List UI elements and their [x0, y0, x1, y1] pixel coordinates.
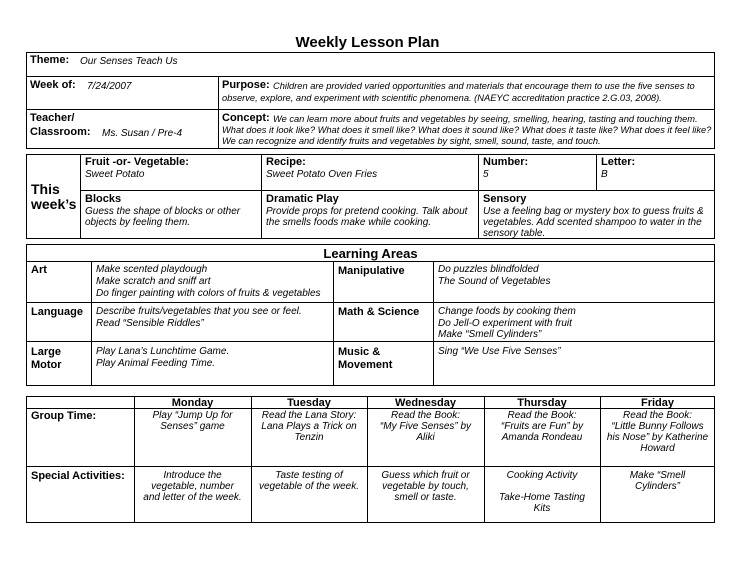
cell-line: Howard — [640, 443, 675, 454]
cell-line: Play “Jump Up for — [152, 410, 233, 421]
special-activities-label: Special Activities: — [31, 470, 125, 482]
cell-line: and letter of the week. — [143, 492, 242, 503]
sensory-text: Use a feeling bag or mystery box to guess fruits & — [483, 206, 704, 217]
day-header-tuesday: Tuesday — [287, 397, 331, 409]
recipe-label: Recipe: — [266, 156, 306, 168]
letter-label: Letter: — [601, 156, 636, 168]
cell-line: “Fruits are Fun” by — [500, 421, 584, 432]
cell-line: Senses” game — [160, 421, 225, 432]
dramatic-play-text: the smells foods make while cooking. — [266, 217, 432, 228]
theme-label: Theme: — [30, 54, 70, 66]
cell-line: Taste testing of — [275, 470, 343, 481]
sensory-label: Sensory — [483, 193, 527, 205]
cell-line: Aliki — [416, 432, 435, 443]
music-movement-label: Movement — [338, 359, 393, 371]
dramatic-play-label: Dramatic Play — [266, 193, 339, 205]
concept-line: We can recognize and identify fruits and vegetables by sight, smell, sound, taste, and touch. — [222, 136, 601, 146]
cell-line: Cylinders” — [634, 481, 680, 492]
page-title: Weekly Lesson Plan — [295, 34, 440, 51]
teacher-label: Teacher/ — [30, 112, 75, 124]
cell-line: his Nose” by Katherine — [606, 432, 709, 443]
number-label: Number: — [483, 156, 529, 168]
group-monday — [134, 410, 251, 432]
dramatic-play-text: Provide props for pretend cooking. Talk about — [266, 206, 468, 217]
cell-line: Read the Book: — [507, 410, 577, 421]
language-label: Language — [31, 306, 83, 318]
cell-line: vegetable by touch, — [382, 481, 469, 492]
cell-line: Guess which fruit or — [381, 470, 470, 481]
this-week-label: This — [31, 181, 60, 197]
cell-line: Introduce the — [163, 470, 222, 481]
cell-line: Kits — [533, 503, 551, 514]
special-wednesday — [367, 470, 484, 503]
letter-value: B — [601, 169, 608, 180]
week-label: Week of: — [30, 79, 76, 91]
art-text: Make scented playdough — [96, 264, 208, 275]
concept-line: What does it look like? What does it smell like? What does it sound like? What does it taste like? What does it feel like? — [222, 125, 712, 135]
number-value: 5 — [483, 169, 489, 180]
language-text: Describe fruits/vegetables that you see or feel. — [96, 306, 302, 317]
cell-line: “My Five Senses” by — [379, 421, 472, 432]
group-thursday — [484, 410, 600, 443]
day-header-monday: Monday — [171, 397, 214, 409]
group-wednesday — [367, 410, 484, 443]
purpose-line: Children are provided varied opportunities and materials that encourage them to use the five senses to — [273, 81, 695, 91]
this-week-label: week’s — [31, 196, 77, 212]
special-tuesday — [251, 470, 367, 492]
group-friday — [600, 410, 715, 454]
math-science-text: Change foods by cooking them — [438, 306, 576, 317]
cell-line: “Little Bunny Follows — [611, 421, 704, 432]
week-value: 7/24/2007 — [87, 81, 132, 92]
cell-line: Tenzin — [294, 432, 324, 443]
day-header-wednesday: Wednesday — [395, 397, 456, 409]
cell-line: Make “Smell — [629, 470, 686, 481]
special-monday — [134, 470, 251, 503]
math-science-label: Math & Science — [338, 306, 420, 318]
group-time-label: Group Time: — [31, 410, 97, 422]
recipe-value: Sweet Potato Oven Fries — [266, 169, 378, 180]
cell-line: smell or taste. — [394, 492, 457, 503]
large-motor-text: Play Lana’s Lunchtime Game. — [96, 346, 230, 357]
cell-line: Amanda Rondeau — [501, 432, 583, 443]
special-thursday — [484, 470, 600, 514]
cell-line: vegetable of the week. — [258, 481, 360, 492]
blocks-text: Guess the shape of blocks or other — [85, 206, 241, 217]
large-motor-text: Play Animal Feeding Time. — [96, 358, 216, 369]
learning-areas-heading: Learning Areas — [323, 246, 418, 261]
cell-line: Read the Book: — [391, 410, 460, 421]
language-text: Read “Sensible Riddles” — [96, 318, 204, 329]
art-label: Art — [31, 264, 47, 276]
sensory-text: sensory table. — [483, 228, 546, 239]
fruit-label: Fruit -or- Vegetable: — [85, 156, 189, 168]
blocks-text: objects by feeling them. — [85, 217, 191, 228]
concept-line: We can learn more about fruits and vegetables by seeing, smelling, hearing, tasting and touching them. — [273, 114, 698, 124]
cell-line: Read the Lana Story: — [261, 410, 357, 421]
fruit-value: Sweet Potato — [85, 169, 145, 180]
manipulative-label: Manipulative — [338, 265, 405, 277]
classroom-label: Classroom: — [30, 126, 91, 138]
art-text: Do finger painting with colors of fruits & vegetables — [96, 288, 321, 299]
concept-label: Concept: — [222, 112, 270, 124]
cell-line: Lana Plays a Trick on — [261, 421, 357, 432]
sensory-text: vegetables. Add scented shampoo to water in the — [483, 217, 702, 228]
cell-line — [484, 481, 600, 492]
special-friday — [600, 470, 715, 492]
large-motor-label: Large — [31, 346, 61, 358]
theme-value: Our Senses Teach Us — [80, 56, 178, 67]
manipulative-text: The Sound of Vegetables — [438, 276, 551, 287]
purpose-line: observe, explore, and experiment with scientific phenomena. (NAEYC accreditation practice 2.G.03, 2008). — [222, 93, 662, 103]
music-movement-text: Sing “We Use Five Senses” — [438, 346, 561, 357]
blocks-label: Blocks — [85, 193, 122, 205]
art-text: Make scratch and sniff art — [96, 276, 211, 287]
manipulative-text: Do puzzles blindfolded — [438, 264, 539, 275]
purpose-label: Purpose: — [222, 79, 270, 91]
group-tuesday — [251, 410, 367, 443]
cell-line: Cooking Activity — [506, 470, 578, 481]
math-science-text: Make “Smell Cylinders” — [438, 329, 542, 340]
large-motor-label: Motor — [31, 359, 62, 371]
cell-line: vegetable, number — [151, 481, 234, 492]
cell-line: Take-Home Tasting — [499, 492, 585, 503]
day-header-friday: Friday — [640, 397, 674, 409]
music-movement-label: Music & — [338, 346, 381, 358]
math-science-text: Do Jell-O experiment with fruit — [438, 318, 572, 329]
cell-line: Read the Book: — [623, 410, 692, 421]
classroom-value: Ms. Susan / Pre-4 — [102, 128, 183, 139]
day-header-thursday: Thursday — [517, 397, 567, 409]
